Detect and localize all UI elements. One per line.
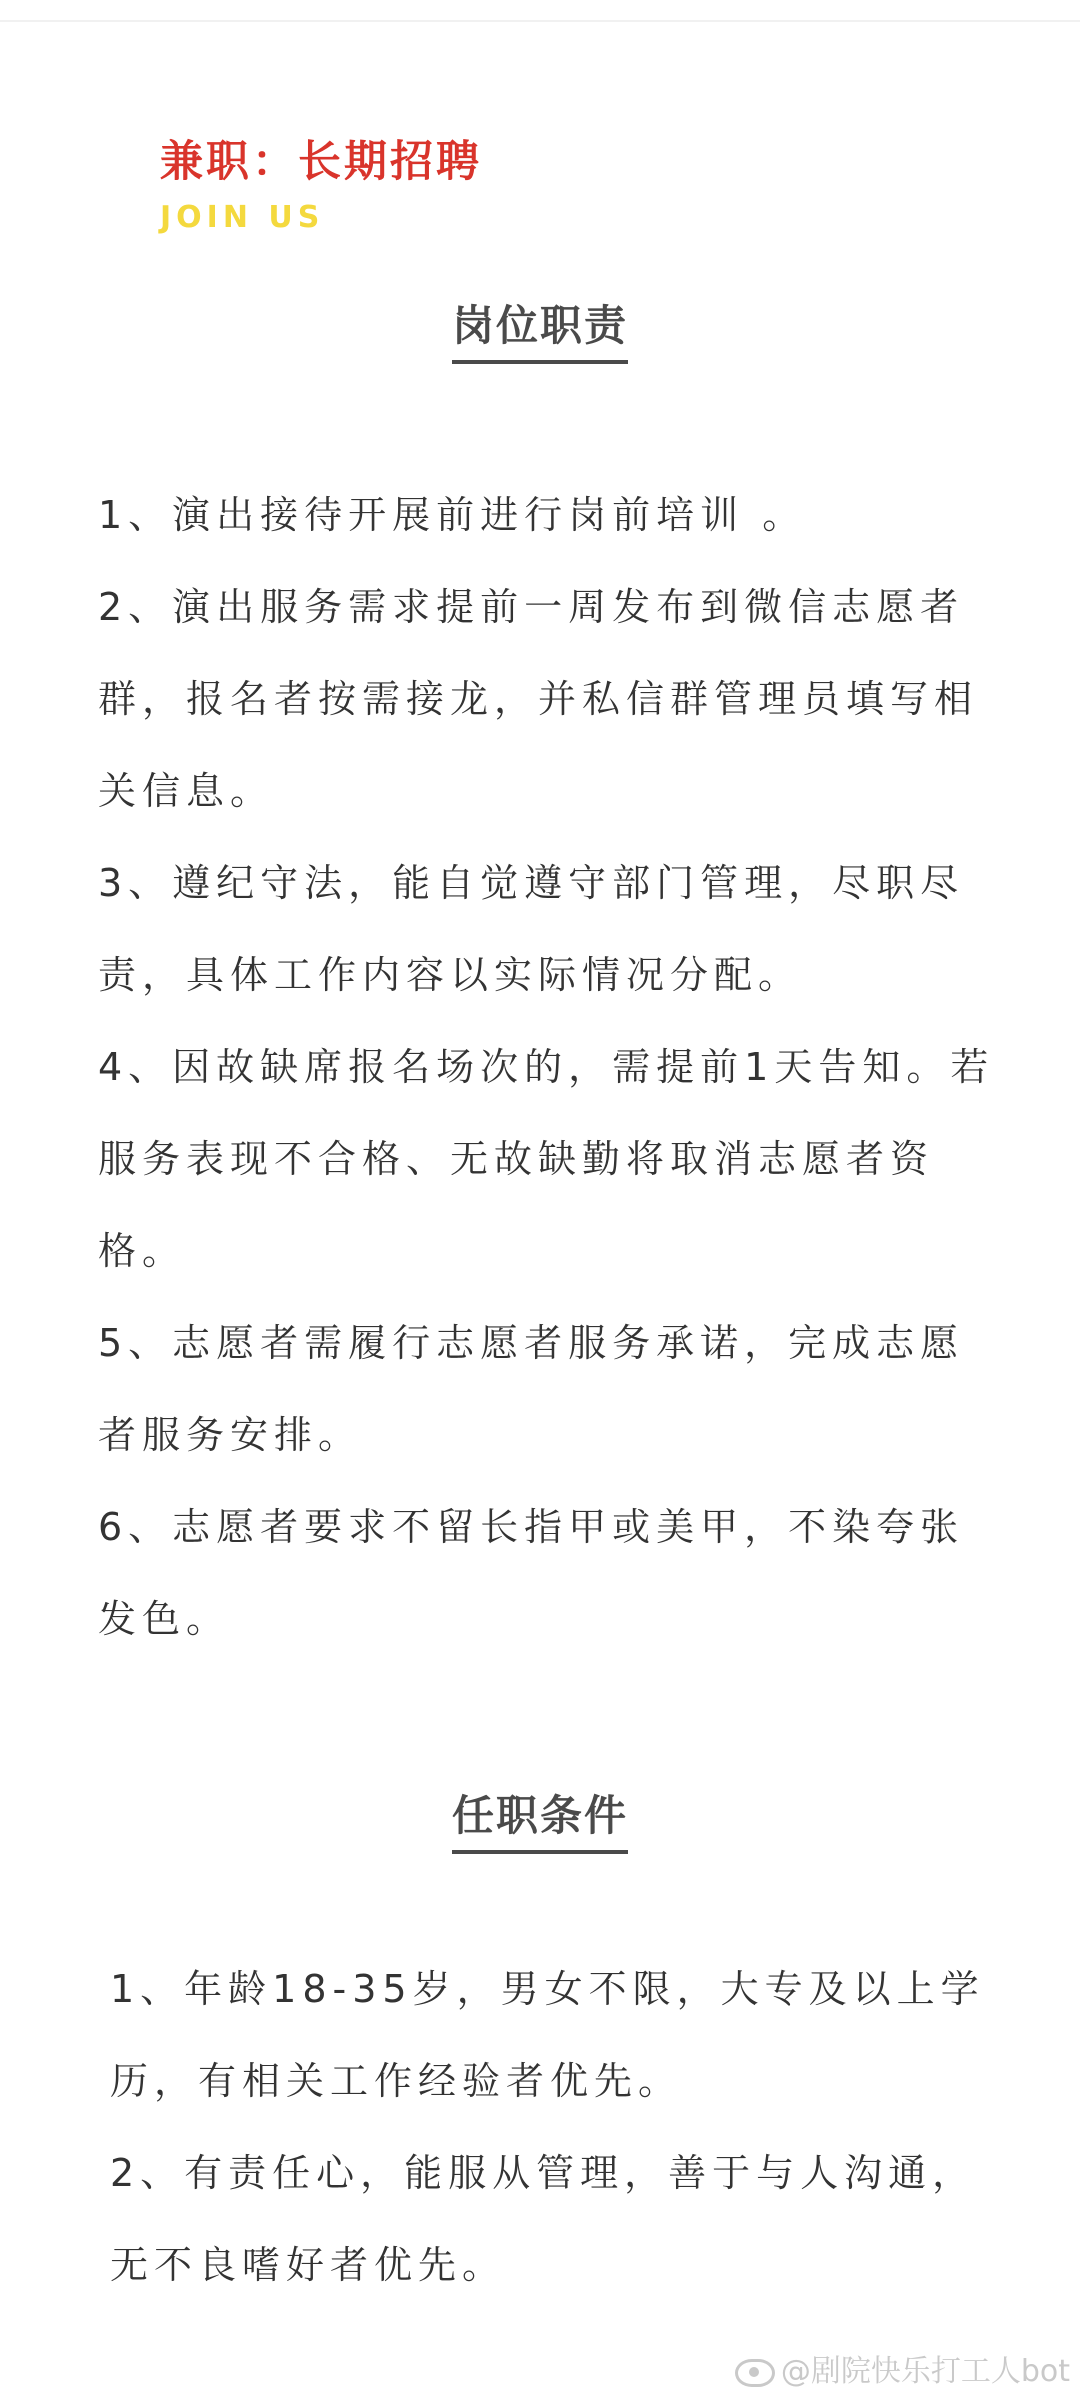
responsibilities-title: 岗位职责: [452, 298, 628, 364]
weibo-icon: [735, 2359, 775, 2387]
page-title: 兼职：长期招聘: [160, 137, 482, 187]
watermark: [735, 2346, 1070, 2390]
list-item: 2、有责任心，能服从管理，善于与人沟通，无不良嗜好者优先。: [110, 2151, 977, 2287]
list-item: 6、志愿者要求不留长指甲或美甲，不染夸张发色。: [98, 1505, 965, 1641]
responsibilities-list: [98, 469, 998, 1665]
watermark-text: @剧院快乐打工人bot: [780, 2354, 1070, 2389]
list-item: 1、年龄18-35岁，男女不限，大专及以上学历，有相关工作经验者优先。: [110, 1967, 985, 2103]
list-item: 5、志愿者需履行志愿者服务承诺，完成志愿者服务安排。: [98, 1321, 965, 1457]
header: [160, 130, 482, 238]
qualifications-title: 任职条件: [452, 1788, 628, 1854]
qualifications-heading: [0, 1788, 1080, 1854]
qualifications-list: [110, 1943, 990, 2311]
top-divider: [0, 20, 1080, 22]
list-item: 2、演出服务需求提前一周发布到微信志愿者群，报名者按需接龙，并私信群管理员填写相关信息。: [98, 585, 979, 813]
list-item: 4、因故缺席报名场次的，需提前1天告知。若服务表现不合格、无故缺勤将取消志愿者资格。: [98, 1045, 995, 1273]
page-subtitle: JOIN US: [160, 200, 325, 235]
list-item: 3、遵纪守法，能自觉遵守部门管理，尽职尽责，具体工作内容以实际情况分配。: [98, 861, 965, 997]
responsibilities-heading: [0, 298, 1080, 364]
list-item: 1、演出接待开展前进行岗前培训 。: [98, 493, 807, 537]
